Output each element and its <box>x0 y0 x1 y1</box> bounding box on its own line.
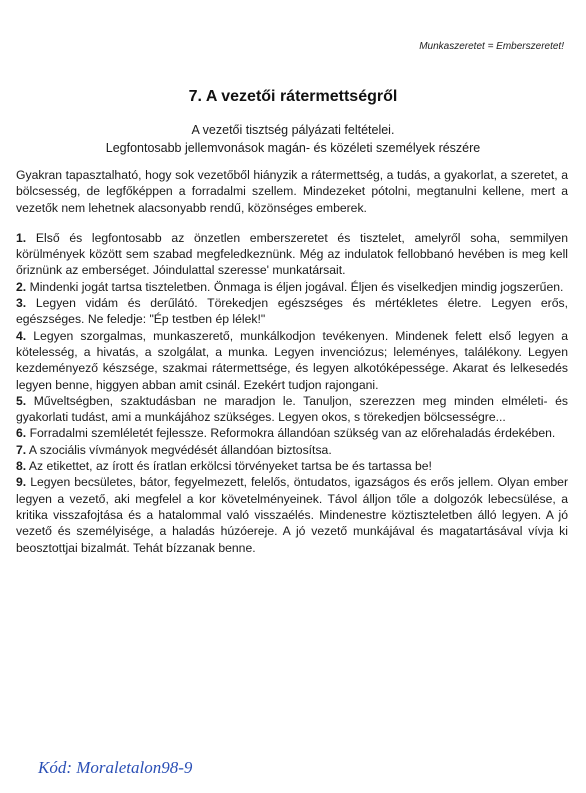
list-item <box>16 295 568 328</box>
item-text: Mindenki jogát tartsa tiszteletben. Önmaga is éljen jogával. Éljen és viselkedjen mindig jogszerűen. <box>29 279 564 294</box>
list-item <box>16 279 568 295</box>
footer-code: Kód: Moraletalon98-9 <box>38 758 193 777</box>
list-item <box>16 458 568 474</box>
item-text: Forradalmi szemléletét fejlessze. Reformokra állandóan szükség van az előrehaladás érdekében. <box>29 426 556 441</box>
item-text: Első és legfontosabb az önzetlen emberszeretet és tisztelet, amelyről soha, semmilyen körülmények között sem szabad megfeledkeznünk. Még az indulatok fellobbanó hevében is meg kell őriznünk az emberséget. Jóindulattal szeresse' munkatársait. <box>16 230 568 278</box>
subtitle-line-2: Legfontosabb jellemvonások magán- és közéleti személyek részére <box>105 141 481 155</box>
list-item <box>16 442 568 458</box>
item-number: 4. <box>16 328 27 343</box>
subtitle-line-1: A vezetői tisztség pályázati feltételei. <box>191 123 395 137</box>
item-number: 2. <box>16 279 27 294</box>
item-number: 8. <box>16 459 27 474</box>
item-number: 1. <box>16 230 27 245</box>
list-item <box>16 328 568 393</box>
item-text: Legyen vidám és derűlátó. Törekedjen egészséges és mértékletes életre. Legyen erős, egészséges. Ne feledje: "Ép testben ép lélek!" <box>16 296 568 327</box>
running-header: Munkaszeretet = Emberszeretet! <box>419 41 564 52</box>
list-item <box>16 474 568 555</box>
item-number: 9. <box>16 475 27 490</box>
item-text: Az etikettet, az írott és íratlan erkölcsi törvényeket tartsa be és tartassa be! <box>28 459 432 474</box>
intro-paragraph: Gyakran tapasztalható, hogy sok vezetőből hiányzik a rátermettség, a tudás, a gyakorlat, a szeretet, a bölcsesség, de legfőképpen a forradalmi szellem. Mindezeket pótolni, megtanulni kellene, mert a vezetők nem lehetnek alacsonyabb rendű, közönséges emberek. <box>16 168 568 215</box>
item-text: Legyen szorgalmas, munkaszerető, munkálkodjon tevékenyen. Mindenek felett első legyen a kötelesség, a hivatás, a szolgálat, a munka. Legyen invenciózus; leleményes, találékony. Legyen kezdeményező készsége, szakmai rátermettsége, és legyen alkotóképessége. Akarat és lelkesedés legyen benne, higgyen abban amit csinál. Ezekért tudjon rajongani. <box>16 328 568 392</box>
list-item <box>16 393 568 426</box>
item-text: A szociális vívmányok megvédését állandóan biztosítsa. <box>28 442 332 457</box>
page-title: 7. A vezetői rátermettségről <box>188 88 398 105</box>
list-item <box>16 425 568 441</box>
subtitle <box>0 121 586 157</box>
item-number: 7. <box>16 442 27 457</box>
item-number: 3. <box>16 296 27 311</box>
body-text <box>16 167 568 556</box>
list-item <box>16 230 568 279</box>
item-number: 6. <box>16 426 27 441</box>
item-number: 5. <box>16 393 27 408</box>
item-text: Legyen becsületes, bátor, fegyelmezett, felelős, öntudatos, igazságos és erős jellem. Olyan ember legyen a vezető, aki megfelel a kor követelményeinek. Távol álljon tőle a dolgozók lebecsülése, a kritika visszafojtása és a hatalommal való visszaélés. Mindenestre köztiszteletben álló legyen. A jó vezető és személyisége, a haladás húzóereje. A jó vezető munkájával és magatartásával vívja ki beosztottjai bizalmát. Tehát bízzanak benne. <box>16 475 569 555</box>
item-text: Műveltségben, szaktudásban ne maradjon le. Tanuljon, szerezzen meg minden elméleti- és gyakorlati tudást, ami a munkájához szükséges. Legyen okos, s törekedjen bölcsességre... <box>16 393 569 425</box>
